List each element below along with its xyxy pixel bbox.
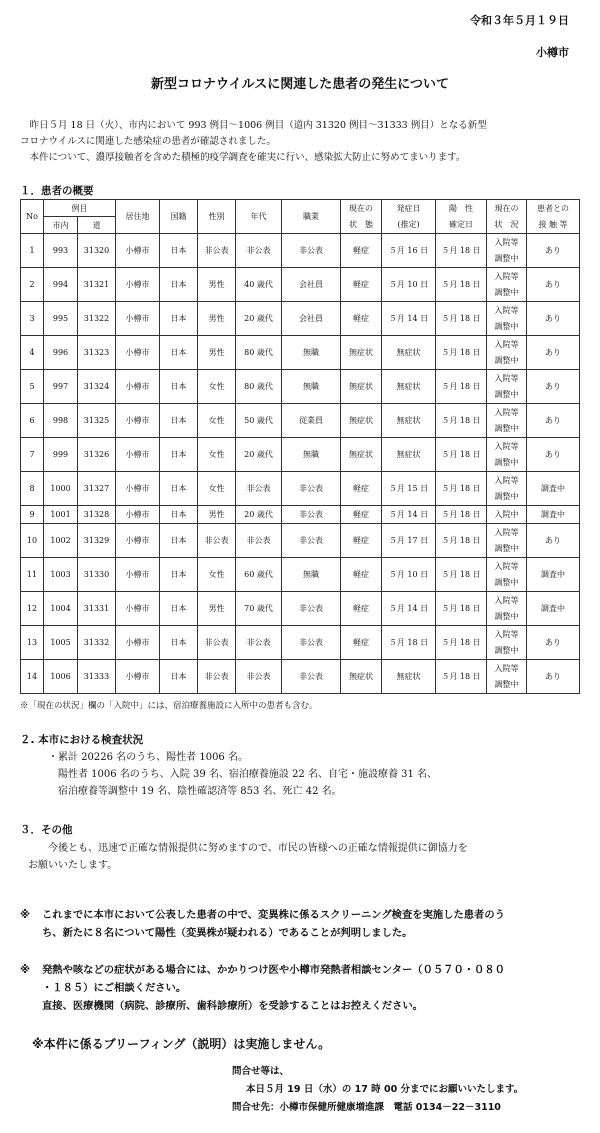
row-positive-date: ５月 18 日 bbox=[436, 660, 487, 694]
row-gender: 女性 bbox=[198, 558, 236, 592]
row-gender: 非公表 bbox=[198, 524, 236, 558]
row-condition: 無症状 bbox=[341, 660, 382, 694]
row-nationality: 日本 bbox=[160, 558, 198, 592]
table-row bbox=[21, 438, 580, 472]
header-status-1: 現在の bbox=[494, 203, 519, 213]
row-gender: 女性 bbox=[198, 438, 236, 472]
document-date: 令和３年５月１９日 bbox=[470, 14, 569, 27]
row-contact: あり bbox=[527, 524, 580, 558]
row-no: 5 bbox=[21, 370, 44, 404]
row-status-line-1: 入院等 bbox=[494, 629, 519, 639]
row-nationality: 日本 bbox=[160, 592, 198, 626]
row-status bbox=[487, 302, 527, 336]
row-occupation: 会社員 bbox=[282, 268, 341, 302]
row-nationality: 日本 bbox=[160, 370, 198, 404]
row-status-line-2: 調整中 bbox=[494, 543, 519, 553]
row-condition: 軽症 bbox=[341, 234, 382, 268]
table-row bbox=[21, 660, 580, 694]
row-positive-date: ５月 18 日 bbox=[436, 268, 487, 302]
row-gender: 女性 bbox=[198, 472, 236, 506]
row-city-case: 1001 bbox=[44, 506, 78, 524]
row-city-case: 1003 bbox=[44, 558, 78, 592]
row-contact: あり bbox=[527, 626, 580, 660]
header-gender: 性別 bbox=[198, 200, 236, 234]
contact-info bbox=[232, 1063, 523, 1117]
row-occupation: 非公表 bbox=[282, 660, 341, 694]
row-condition: 軽症 bbox=[341, 558, 382, 592]
row-status bbox=[487, 438, 527, 472]
row-pref-case: 31326 bbox=[78, 438, 116, 472]
row-city-case: 1006 bbox=[44, 660, 78, 694]
row-positive-date: ５月 18 日 bbox=[436, 506, 487, 524]
row-status-line-2: 調整中 bbox=[494, 287, 519, 297]
row-status-line-2: 調整中 bbox=[494, 611, 519, 621]
row-status bbox=[487, 592, 527, 626]
row-contact: あり bbox=[527, 302, 580, 336]
row-status-line-1: 入院等 bbox=[494, 237, 519, 247]
testing-status bbox=[48, 749, 437, 800]
row-gender: 男性 bbox=[198, 592, 236, 626]
row-onset: 無症状 bbox=[382, 438, 436, 472]
row-nationality: 日本 bbox=[160, 506, 198, 524]
table-row bbox=[21, 404, 580, 438]
document-title: 新型コロナウイルスに関連した患者の発生について bbox=[151, 77, 449, 92]
row-contact: あり bbox=[527, 268, 580, 302]
row-onset: ５月 14 日 bbox=[382, 506, 436, 524]
row-city-case: 1004 bbox=[44, 592, 78, 626]
row-contact: あり bbox=[527, 336, 580, 370]
row-condition: 軽症 bbox=[341, 626, 382, 660]
row-age: 非公表 bbox=[236, 626, 282, 660]
row-condition: 軽症 bbox=[341, 592, 382, 626]
row-pref-case: 31321 bbox=[78, 268, 116, 302]
row-gender: 男性 bbox=[198, 336, 236, 370]
row-no: 14 bbox=[21, 660, 44, 694]
row-residence: 小樽市 bbox=[116, 660, 160, 694]
row-age: 非公表 bbox=[236, 472, 282, 506]
row-pref-case: 31322 bbox=[78, 302, 116, 336]
row-residence: 小樽市 bbox=[116, 268, 160, 302]
row-status-line-2: 調整中 bbox=[494, 389, 519, 399]
header-status-2: 状 況 bbox=[494, 219, 519, 229]
briefing-note: ※本件に係るブリーフィング（説明）は実施しません。 bbox=[32, 1037, 331, 1051]
row-nationality: 日本 bbox=[160, 438, 198, 472]
row-residence: 小樽市 bbox=[116, 302, 160, 336]
header-onset bbox=[382, 200, 436, 234]
table-row bbox=[21, 234, 580, 268]
symptom-note bbox=[20, 961, 580, 1015]
row-residence: 小樽市 bbox=[116, 336, 160, 370]
row-positive-date: ５月 18 日 bbox=[436, 234, 487, 268]
row-age: 80 歳代 bbox=[236, 336, 282, 370]
row-status-line-1: 入院等 bbox=[494, 475, 519, 485]
row-positive-date: ５月 18 日 bbox=[436, 472, 487, 506]
row-nationality: 日本 bbox=[160, 524, 198, 558]
row-occupation: 従業員 bbox=[282, 404, 341, 438]
symptom-line-3: 直接、医療機関（病院、診療所、歯科診療所）を受診することはお控えください。 bbox=[42, 1000, 423, 1012]
row-onset: 無症状 bbox=[382, 336, 436, 370]
table-row bbox=[21, 626, 580, 660]
row-no: 11 bbox=[21, 558, 44, 592]
header-onset-1: 発症日 bbox=[396, 203, 421, 213]
other-line-2: お願いいたします。 bbox=[28, 860, 118, 871]
row-status-line-2: 調整中 bbox=[494, 679, 519, 689]
row-age: 80 歳代 bbox=[236, 370, 282, 404]
row-contact: 調査中 bbox=[527, 472, 580, 506]
row-gender: 女性 bbox=[198, 370, 236, 404]
symptom-note-mark: ※ bbox=[20, 964, 31, 976]
row-age: 20 歳代 bbox=[236, 506, 282, 524]
row-city-case: 996 bbox=[44, 336, 78, 370]
row-nationality: 日本 bbox=[160, 302, 198, 336]
row-condition: 軽症 bbox=[341, 472, 382, 506]
row-contact: あり bbox=[527, 660, 580, 694]
testing-line-2: 陽性者 1006 名のうち、入院 39 名、宿泊療養施設 22 名、自宅・施設療養 31 名、 bbox=[58, 769, 438, 780]
row-status bbox=[487, 660, 527, 694]
row-age: 非公表 bbox=[236, 660, 282, 694]
row-residence: 小樽市 bbox=[116, 524, 160, 558]
row-city-case: 999 bbox=[44, 438, 78, 472]
header-age: 年代 bbox=[236, 200, 282, 234]
header-positive-2: 確定日 bbox=[449, 219, 473, 229]
row-age: 非公表 bbox=[236, 234, 282, 268]
row-contact: あり bbox=[527, 234, 580, 268]
contact-line-3: 問合せ先：小樽市保健所健康増進課 電話 0134－22－3110 bbox=[232, 1102, 501, 1113]
row-onset: 無症状 bbox=[382, 404, 436, 438]
row-residence: 小樽市 bbox=[116, 506, 160, 524]
symptom-line-2: ・１８５）にご相談ください。 bbox=[42, 982, 187, 994]
table-row bbox=[21, 592, 580, 626]
row-nationality: 日本 bbox=[160, 472, 198, 506]
row-status-line-1: 入院等 bbox=[494, 305, 519, 315]
row-occupation: 非公表 bbox=[282, 472, 341, 506]
contact-line-2: 本日５月 19 日（水）の 17 時 00 分までにお願いいたします。 bbox=[246, 1084, 524, 1095]
row-age: 20 歳代 bbox=[236, 438, 282, 472]
row-no: 1 bbox=[21, 234, 44, 268]
row-city-case: 1002 bbox=[44, 524, 78, 558]
header-no: No bbox=[21, 200, 44, 234]
row-pref-case: 31323 bbox=[78, 336, 116, 370]
row-age: 70 歳代 bbox=[236, 592, 282, 626]
header-positive bbox=[436, 200, 487, 234]
row-gender: 非公表 bbox=[198, 660, 236, 694]
header-contact bbox=[527, 200, 580, 234]
header-contact-2: 接 触 等 bbox=[538, 219, 568, 229]
row-city-case: 1000 bbox=[44, 472, 78, 506]
row-status-line-2: 調整中 bbox=[494, 491, 519, 501]
row-age: 60 歳代 bbox=[236, 558, 282, 592]
header-condition-2: 状 態 bbox=[349, 219, 373, 229]
row-status bbox=[487, 506, 527, 524]
section-1-heading: １．患者の概要 bbox=[20, 185, 94, 197]
table-row bbox=[21, 302, 580, 336]
row-city-case: 995 bbox=[44, 302, 78, 336]
row-occupation: 非公表 bbox=[282, 626, 341, 660]
row-age: 20 歳代 bbox=[236, 302, 282, 336]
row-pref-case: 31333 bbox=[78, 660, 116, 694]
row-no: 12 bbox=[21, 592, 44, 626]
row-nationality: 日本 bbox=[160, 268, 198, 302]
row-status-line-1: 入院中 bbox=[494, 509, 519, 519]
intro-paragraph bbox=[20, 118, 580, 166]
row-nationality: 日本 bbox=[160, 660, 198, 694]
row-onset: ５月 15 日 bbox=[382, 472, 436, 506]
table-row bbox=[21, 472, 580, 506]
row-pref-case: 31324 bbox=[78, 370, 116, 404]
variant-line-2: ち、新たに８名について陽性（変異株が疑われる）であることが判明しました。 bbox=[42, 927, 413, 939]
patient-table bbox=[20, 199, 580, 694]
row-gender: 男性 bbox=[198, 506, 236, 524]
row-occupation: 会社員 bbox=[282, 302, 341, 336]
row-condition: 無症状 bbox=[341, 336, 382, 370]
row-contact: あり bbox=[527, 370, 580, 404]
row-status-line-2: 調整中 bbox=[494, 253, 519, 263]
row-no: 7 bbox=[21, 438, 44, 472]
row-residence: 小樽市 bbox=[116, 404, 160, 438]
row-city-case: 1005 bbox=[44, 626, 78, 660]
row-no: 3 bbox=[21, 302, 44, 336]
table-row bbox=[21, 506, 580, 524]
table-row bbox=[21, 268, 580, 302]
row-city-case: 994 bbox=[44, 268, 78, 302]
section-3-heading: ３．その他 bbox=[20, 824, 73, 836]
other-paragraph bbox=[28, 840, 573, 874]
row-city-case: 997 bbox=[44, 370, 78, 404]
testing-line-3: 宿泊療養等調整中 19 名、陰性確認済等 853 名、死亡 42 名。 bbox=[58, 786, 342, 797]
row-pref-case: 31329 bbox=[78, 524, 116, 558]
row-positive-date: ５月 18 日 bbox=[436, 438, 487, 472]
table-row bbox=[21, 370, 580, 404]
row-age: 50 歳代 bbox=[236, 404, 282, 438]
row-pref-case: 31331 bbox=[78, 592, 116, 626]
header-condition bbox=[341, 200, 382, 234]
intro-line-3: 本件について、濃厚接触者を含めた積極的疫学調査を確実に行い、感染拡大防止に努めてまいります。 bbox=[29, 152, 466, 163]
row-status-line-1: 入院等 bbox=[494, 407, 519, 417]
row-residence: 小樽市 bbox=[116, 438, 160, 472]
header-case: 例目 bbox=[44, 200, 116, 217]
section-2-heading: ２. 本市における検査状況 bbox=[20, 734, 144, 746]
row-status bbox=[487, 336, 527, 370]
row-pref-case: 31325 bbox=[78, 404, 116, 438]
row-status-line-1: 入院等 bbox=[494, 561, 519, 571]
row-residence: 小樽市 bbox=[116, 370, 160, 404]
row-no: 13 bbox=[21, 626, 44, 660]
issuer-city: 小樽市 bbox=[536, 46, 569, 59]
row-status bbox=[487, 558, 527, 592]
row-residence: 小樽市 bbox=[116, 592, 160, 626]
row-occupation: 非公表 bbox=[282, 234, 341, 268]
row-status bbox=[487, 524, 527, 558]
row-condition: 無症状 bbox=[341, 404, 382, 438]
row-status-line-1: 入院等 bbox=[494, 527, 519, 537]
row-positive-date: ５月 18 日 bbox=[436, 370, 487, 404]
row-occupation: 無職 bbox=[282, 438, 341, 472]
row-status-line-1: 入院等 bbox=[494, 271, 519, 281]
header-status bbox=[487, 200, 527, 234]
row-pref-case: 31320 bbox=[78, 234, 116, 268]
row-onset: ５月 10 日 bbox=[382, 268, 436, 302]
testing-line-1: ・累計 20226 名のうち、陽性者 1006 名。 bbox=[48, 752, 248, 763]
row-occupation: 無職 bbox=[282, 558, 341, 592]
table-row bbox=[21, 336, 580, 370]
row-gender: 男性 bbox=[198, 268, 236, 302]
contact-line-1: 問合せ等は、 bbox=[232, 1066, 290, 1077]
intro-line-1: 昨日５月 18 日（火）、市内において 993 例目～1006 例目（道内 31320 例目～31333 例目）となる新型 bbox=[29, 120, 487, 131]
row-condition: 無症状 bbox=[341, 438, 382, 472]
header-residence: 居住地 bbox=[116, 200, 160, 234]
row-status-line-2: 調整中 bbox=[494, 577, 519, 587]
row-status-line-2: 調整中 bbox=[494, 457, 519, 467]
variant-line-1: これまでに本市において公表した患者の中で、変異株に係るスクリーニング検査を実施した患者のう bbox=[42, 909, 505, 921]
row-no: 6 bbox=[21, 404, 44, 438]
row-status-line-1: 入院等 bbox=[494, 663, 519, 673]
row-positive-date: ５月 18 日 bbox=[436, 336, 487, 370]
row-positive-date: ５月 18 日 bbox=[436, 404, 487, 438]
row-age: 40 歳代 bbox=[236, 268, 282, 302]
row-contact: 調査中 bbox=[527, 506, 580, 524]
row-onset: ５月 14 日 bbox=[382, 302, 436, 336]
table-footnote: ※「現在の状況」欄の「入院中」には、宿泊療養施設に入所中の患者も含む。 bbox=[20, 701, 318, 711]
row-contact: あり bbox=[527, 438, 580, 472]
row-contact: 調査中 bbox=[527, 592, 580, 626]
table-row bbox=[21, 558, 580, 592]
row-status-line-1: 入院等 bbox=[494, 373, 519, 383]
row-positive-date: ５月 18 日 bbox=[436, 558, 487, 592]
row-status bbox=[487, 234, 527, 268]
row-occupation: 非公表 bbox=[282, 506, 341, 524]
row-onset: 無症状 bbox=[382, 660, 436, 694]
header-condition-1: 現在の bbox=[349, 203, 373, 213]
row-pref-case: 31332 bbox=[78, 626, 116, 660]
variant-note-mark: ※ bbox=[20, 909, 31, 921]
variant-note bbox=[20, 906, 580, 942]
row-onset: ５月 18 日 bbox=[382, 626, 436, 660]
row-condition: 軽症 bbox=[341, 524, 382, 558]
row-city-case: 998 bbox=[44, 404, 78, 438]
table-row bbox=[21, 524, 580, 558]
row-city-case: 993 bbox=[44, 234, 78, 268]
row-condition: 軽症 bbox=[341, 268, 382, 302]
row-contact: 調査中 bbox=[527, 558, 580, 592]
row-onset: ５月 16 日 bbox=[382, 234, 436, 268]
row-positive-date: ５月 18 日 bbox=[436, 524, 487, 558]
symptom-line-1: 発熱や咳などの症状がある場合には、かかりつけ医や小樽市発熱者相談センター（０５７０・０８０ bbox=[42, 964, 505, 976]
row-residence: 小樽市 bbox=[116, 472, 160, 506]
header-nationality: 国籍 bbox=[160, 200, 198, 234]
row-no: 10 bbox=[21, 524, 44, 558]
row-residence: 小樽市 bbox=[116, 626, 160, 660]
header-city-case: 市内 bbox=[44, 217, 78, 234]
row-residence: 小樽市 bbox=[116, 234, 160, 268]
row-pref-case: 31327 bbox=[78, 472, 116, 506]
row-gender: 非公表 bbox=[198, 234, 236, 268]
row-status bbox=[487, 370, 527, 404]
row-no: 8 bbox=[21, 472, 44, 506]
row-pref-case: 31330 bbox=[78, 558, 116, 592]
row-occupation: 無職 bbox=[282, 336, 341, 370]
row-residence: 小樽市 bbox=[116, 558, 160, 592]
row-status-line-2: 調整中 bbox=[494, 645, 519, 655]
row-positive-date: ５月 18 日 bbox=[436, 592, 487, 626]
row-status bbox=[487, 626, 527, 660]
header-positive-1: 陽 性 bbox=[449, 203, 473, 213]
row-pref-case: 31328 bbox=[78, 506, 116, 524]
row-age: 非公表 bbox=[236, 524, 282, 558]
row-contact: あり bbox=[527, 404, 580, 438]
row-nationality: 日本 bbox=[160, 336, 198, 370]
row-onset: ５月 10 日 bbox=[382, 558, 436, 592]
other-line-1: 今後とも、迅速で正確な情報提供に努めますので、市民の皆様への正確な情報提供に御協力を bbox=[48, 843, 468, 854]
row-status-line-2: 調整中 bbox=[494, 321, 519, 331]
row-condition: 軽症 bbox=[341, 506, 382, 524]
row-condition: 無症状 bbox=[341, 370, 382, 404]
row-onset: 無症状 bbox=[382, 370, 436, 404]
row-onset: ５月 17 日 bbox=[382, 524, 436, 558]
row-onset: ５月 14 日 bbox=[382, 592, 436, 626]
header-pref-case: 道 bbox=[78, 217, 116, 234]
row-occupation: 非公表 bbox=[282, 524, 341, 558]
row-status-line-1: 入院等 bbox=[494, 441, 519, 451]
row-status-line-2: 調整中 bbox=[494, 355, 519, 365]
header-occupation: 職業 bbox=[282, 200, 341, 234]
row-nationality: 日本 bbox=[160, 404, 198, 438]
row-status-line-1: 入院等 bbox=[494, 595, 519, 605]
row-no: 4 bbox=[21, 336, 44, 370]
header-onset-2: (推定) bbox=[397, 219, 420, 229]
row-occupation: 無職 bbox=[282, 370, 341, 404]
header-contact-1: 患者との bbox=[537, 203, 569, 213]
intro-line-2: コロナウイルスに関連した感染症の患者が確認されました。 bbox=[20, 136, 276, 147]
row-condition: 軽症 bbox=[341, 302, 382, 336]
row-gender: 女性 bbox=[198, 404, 236, 438]
row-gender: 非公表 bbox=[198, 626, 236, 660]
row-status-line-2: 調整中 bbox=[494, 423, 519, 433]
row-status bbox=[487, 268, 527, 302]
row-positive-date: ５月 18 日 bbox=[436, 302, 487, 336]
row-nationality: 日本 bbox=[160, 626, 198, 660]
row-nationality: 日本 bbox=[160, 234, 198, 268]
row-occupation: 非公表 bbox=[282, 592, 341, 626]
row-gender: 男性 bbox=[198, 302, 236, 336]
row-status bbox=[487, 404, 527, 438]
row-status-line-1: 入院等 bbox=[494, 339, 519, 349]
row-no: 2 bbox=[21, 268, 44, 302]
row-status bbox=[487, 472, 527, 506]
row-positive-date: ５月 18 日 bbox=[436, 626, 487, 660]
row-no: 9 bbox=[21, 506, 44, 524]
